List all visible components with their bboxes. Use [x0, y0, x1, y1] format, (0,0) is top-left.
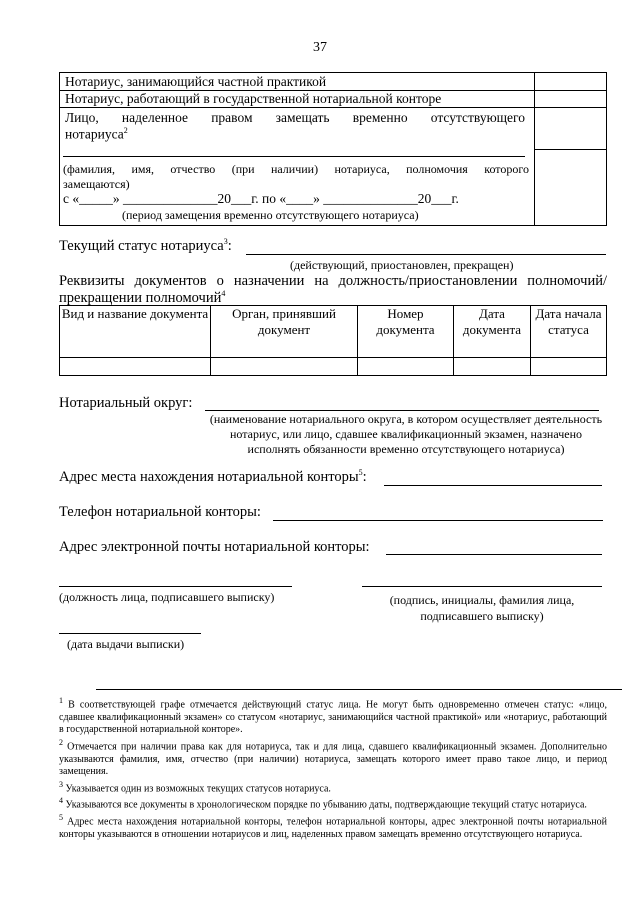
phone-label: Телефон нотариальной конторы:: [59, 504, 261, 520]
period-hint: (период замещения временно отсутствующего нотариуса): [122, 208, 419, 222]
table-cell: [358, 358, 454, 376]
documents-table: [59, 305, 607, 376]
fio-line: [63, 156, 525, 157]
fio-hint: (фамилия, имя, отчество (при наличии) нотариуса, полномочия которого: [63, 162, 529, 176]
requisites-title: Реквизиты документов о назначении на должность/приостановлении полномочий/: [59, 273, 607, 289]
status-hint: (действующий, приостановлен, прекращен): [290, 258, 514, 272]
column-header: Номер документа: [358, 306, 454, 358]
footnote-ref: 2: [123, 126, 128, 135]
status-line: [246, 254, 606, 255]
status-row-state: Нотариус, работающий в государственной нотариальной конторе: [65, 91, 442, 106]
footnote: $^1$ В соответствующей графе отмечается действующий статус лица. Не могут быть одновременно отмечен статус: «лицо, сдавшее квалификационный экзамен» со статусом «нотариус, занимающийся частной практикой» или «нотариус, работающий в государственной нотариальной конторе».: [59, 696, 608, 736]
status-row-substitute: Лицо, наделенное правом замещать временно отсутствующего: [65, 110, 525, 125]
table-divider: [60, 107, 606, 108]
table-cell: [454, 358, 531, 376]
period-line: с «_____» ______________20___г. по «____» ______________20___г.: [63, 191, 459, 206]
footnote: $^5$ Адрес места нахождения нотариальной конторы, телефон нотариальной конторы, адрес электронной почты нотариальной конторы указываются в отношении нотариусов и лиц, наделенных правом замещать временно отсутствующего нотариуса.: [59, 813, 607, 841]
status-label: Текущий статус нотариуса$^3$:: [59, 237, 232, 254]
position-hint: (должность лица, подписавшего выписку): [59, 590, 275, 604]
footnotes: [59, 695, 607, 842]
column-header: Орган, принявший документ: [211, 306, 358, 358]
footnote: $^3$ Указывается один из возможных текущих статусов нотариуса.: [59, 779, 331, 794]
district-hint: (наименование нотариального округа, в котором осуществляет деятельность нотариус, или лицо, сдавшее квалификационный экзамен, назначено исполнять обязанности временно отсутствующего нотариуса): [209, 412, 603, 456]
date-line: [59, 633, 201, 634]
footnote: $^2$ Отмечается при наличии права как для нотариуса, так и для лица, сдавшего квалификационный экзамен. Дополнительно указываются фамилия, имя, отчество (при наличии) нотариуса, замещать которого имеет право такое лицо, и период замещения.: [59, 737, 608, 778]
district-label: Нотариальный округ:: [59, 395, 193, 411]
status-row-substitute-cont: нотариуса$^2$: [65, 126, 128, 142]
table-cell: [531, 358, 607, 376]
address-line: [384, 485, 602, 486]
sign-hint: (подпись, инициалы, фамилия лица, подписавшего выписку): [389, 593, 575, 623]
fio-hint-cont: замещаются): [63, 177, 130, 191]
status-row-private: Нотариус, занимающийся частной практикой: [65, 74, 327, 89]
sign-line: [362, 586, 602, 587]
column-header: Дата начала статуса: [531, 306, 607, 358]
column-header: Дата документа: [454, 306, 531, 358]
phone-line: [273, 520, 603, 521]
page-number: 37: [313, 40, 327, 55]
footnote: $^4$ Указываются все документы в хронологическом порядке по убыванию даты, подтверждающие текущий статус нотариуса.: [59, 796, 587, 811]
district-line: [205, 410, 599, 411]
position-line: [59, 586, 292, 587]
column-header: Вид и название документа: [60, 306, 211, 358]
address-label: Адрес места нахождения нотариальной конторы$^5$:: [59, 468, 367, 485]
footnote-separator: [96, 689, 622, 690]
table-cell: [60, 358, 211, 376]
table-cell: [211, 358, 358, 376]
requisites-title-cont: прекращении полномочий$^4$: [59, 289, 226, 306]
date-hint: (дата выдачи выписки): [67, 637, 185, 651]
email-label: Адрес электронной почты нотариальной конторы:: [59, 539, 370, 555]
email-line: [386, 554, 602, 555]
table-divider: [534, 149, 606, 150]
